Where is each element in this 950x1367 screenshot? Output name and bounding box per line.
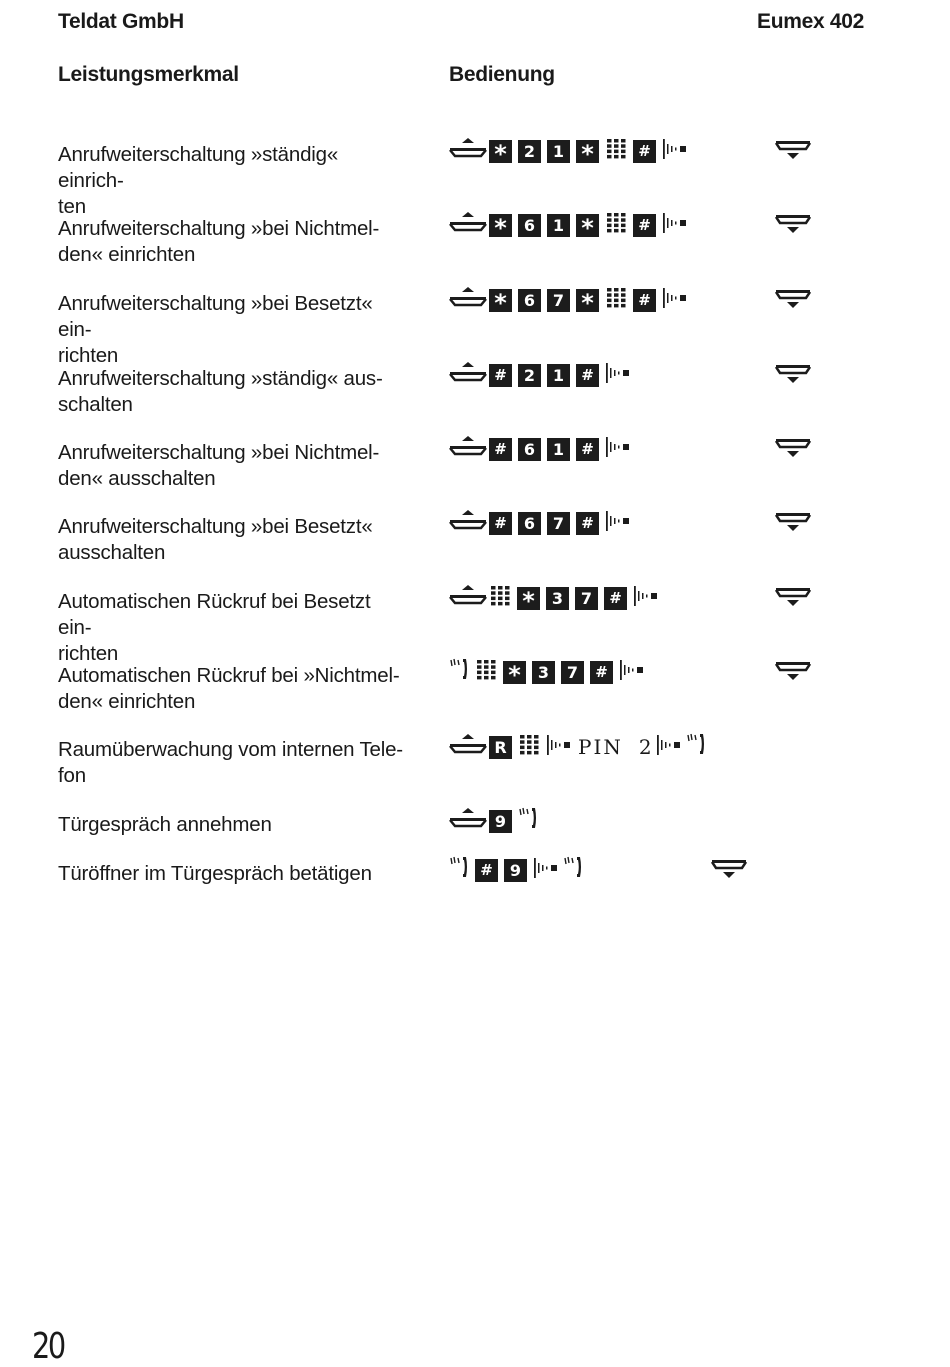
product-name: Eumex 402 <box>757 10 865 33</box>
feature-line: den« einrichten <box>58 690 196 713</box>
feature-line: Automatischen Rückruf bei Besetzt ein- <box>58 590 371 639</box>
feature-line: Raumüberwachung vom internen Tele- <box>58 738 403 761</box>
handset-hangup-icon <box>775 511 811 540</box>
key-digit: 1 <box>547 364 570 387</box>
confirmation-tone-icon <box>605 435 635 464</box>
key-digit: 6 <box>518 214 541 237</box>
feature-label <box>58 737 403 789</box>
operation-sequence <box>449 137 692 168</box>
feature-label <box>58 291 403 369</box>
confirmation-tone-icon <box>533 856 563 885</box>
feature-label <box>58 861 403 887</box>
keypad-icon <box>605 212 627 239</box>
key-digit: 1 <box>547 214 570 237</box>
key-star: * <box>489 214 512 237</box>
key-star: * <box>489 140 512 163</box>
handset-lift-icon <box>449 361 487 390</box>
feature-line: Automatischen Rückruf bei »Nichtmel- <box>58 664 400 687</box>
handset-lift-icon <box>449 137 487 166</box>
handset-hangup-icon <box>711 858 747 887</box>
feature-line: ten <box>58 195 86 218</box>
ringing-icon <box>449 855 471 886</box>
feature-label <box>58 142 403 220</box>
ringing-icon <box>518 806 540 837</box>
key-hash: # <box>576 438 599 461</box>
key-digit: 1 <box>547 438 570 461</box>
key-hash: # <box>633 214 656 237</box>
column-header-feature: Leistungsmerkmal <box>58 63 239 86</box>
handset-hangup-icon <box>775 363 811 392</box>
operation-sequence <box>449 211 692 242</box>
operation-sequence <box>449 856 589 884</box>
keypad-icon <box>605 287 627 314</box>
key-digit: 2 <box>518 140 541 163</box>
pin-text: PIN <box>578 735 623 759</box>
key-digit: 7 <box>547 289 570 312</box>
key-star: * <box>576 289 599 312</box>
operation-sequence <box>449 733 712 761</box>
confirmation-tone-icon <box>662 137 692 166</box>
confirmation-tone-icon <box>546 733 576 762</box>
key-hash: # <box>633 289 656 312</box>
handset-lift-icon <box>449 584 487 613</box>
confirmation-tone-icon <box>605 361 635 390</box>
key-star: * <box>576 214 599 237</box>
handset-hangup-icon <box>775 586 811 615</box>
handset-lift-icon <box>449 807 487 836</box>
key-digit: 9 <box>489 810 512 833</box>
key-hash: # <box>475 859 498 882</box>
ringing-icon <box>449 657 471 688</box>
feature-line: richten <box>58 642 119 665</box>
confirmation-tone-icon <box>605 509 635 538</box>
confirmation-tone-icon <box>633 584 663 613</box>
feature-line: Anrufweiterschaltung »bei Besetzt« ein- <box>58 292 373 341</box>
feature-line: schalten <box>58 393 133 416</box>
operation-sequence <box>449 435 635 463</box>
key-r: R <box>489 736 512 759</box>
keypad-icon <box>518 734 540 761</box>
key-star: * <box>517 587 540 610</box>
pin-digit: 2 <box>638 735 654 759</box>
key-digit: 6 <box>518 438 541 461</box>
feature-line: Anrufweiterschaltung »bei Besetzt« <box>58 515 373 538</box>
keypad-icon <box>475 659 497 686</box>
key-hash: # <box>576 512 599 535</box>
key-hash: # <box>590 661 613 684</box>
key-star: * <box>489 289 512 312</box>
operation-sequence <box>449 807 544 835</box>
keypad-icon <box>605 138 627 165</box>
page-number: 20 <box>32 1326 64 1367</box>
confirmation-tone-icon <box>619 658 649 687</box>
feature-line: fon <box>58 764 86 787</box>
feature-line: Anrufweiterschaltung »bei Nichtmel- <box>58 441 380 464</box>
feature-line: Anrufweiterschaltung »ständig« aus- <box>58 367 383 390</box>
operation-sequence <box>449 658 649 689</box>
key-digit: 2 <box>518 364 541 387</box>
key-star: * <box>503 661 526 684</box>
key-hash: # <box>604 587 627 610</box>
operation-sequence <box>449 286 692 317</box>
handset-hangup-icon <box>775 213 811 242</box>
key-hash: # <box>489 512 512 535</box>
key-digit: 3 <box>532 661 555 684</box>
feature-line: den« einrichten <box>58 243 196 266</box>
ringing-icon <box>686 732 708 763</box>
feature-line: Anrufweiterschaltung »bei Nichtmel- <box>58 217 380 240</box>
feature-line: Türöffner im Türgespräch betätigen <box>58 862 372 885</box>
operation-sequence <box>449 361 635 389</box>
key-hash: # <box>489 438 512 461</box>
handset-lift-icon <box>449 435 487 464</box>
feature-line: den« ausschalten <box>58 467 216 490</box>
handset-lift-icon <box>449 509 487 538</box>
feature-label <box>58 663 403 715</box>
handset-lift-icon <box>449 286 487 315</box>
key-hash: # <box>633 140 656 163</box>
key-digit: 3 <box>546 587 569 610</box>
feature-line: richten <box>58 344 119 367</box>
confirmation-tone-icon <box>656 733 686 762</box>
feature-label <box>58 366 403 418</box>
handset-hangup-icon <box>775 288 811 317</box>
key-digit: 1 <box>547 140 570 163</box>
operation-sequence <box>449 509 635 537</box>
handset-hangup-icon <box>775 660 811 689</box>
feature-label <box>58 440 403 492</box>
feature-label <box>58 216 403 268</box>
key-hash: # <box>489 364 512 387</box>
feature-label <box>58 514 403 566</box>
key-hash: # <box>576 364 599 387</box>
key-digit: 6 <box>518 512 541 535</box>
feature-label <box>58 589 403 667</box>
feature-line: Anrufweiterschaltung »ständig« einrich- <box>58 143 339 192</box>
key-digit: 7 <box>575 587 598 610</box>
ringing-icon <box>563 855 585 886</box>
handset-hangup-icon <box>775 437 811 466</box>
company-name: Teldat GmbH <box>58 10 184 33</box>
confirmation-tone-icon <box>662 286 692 315</box>
key-digit: 7 <box>561 661 584 684</box>
key-star: * <box>576 140 599 163</box>
keypad-icon <box>489 585 511 612</box>
operation-sequence <box>449 584 663 615</box>
confirmation-tone-icon <box>662 211 692 240</box>
handset-hangup-icon <box>775 139 811 168</box>
key-digit: 9 <box>504 859 527 882</box>
column-header-operation: Bedienung <box>449 63 555 86</box>
feature-line: ausschalten <box>58 541 166 564</box>
handset-lift-icon <box>449 733 487 762</box>
feature-line: Türgespräch annehmen <box>58 813 272 836</box>
key-digit: 6 <box>518 289 541 312</box>
feature-label <box>58 812 403 838</box>
key-digit: 7 <box>547 512 570 535</box>
handset-lift-icon <box>449 211 487 240</box>
